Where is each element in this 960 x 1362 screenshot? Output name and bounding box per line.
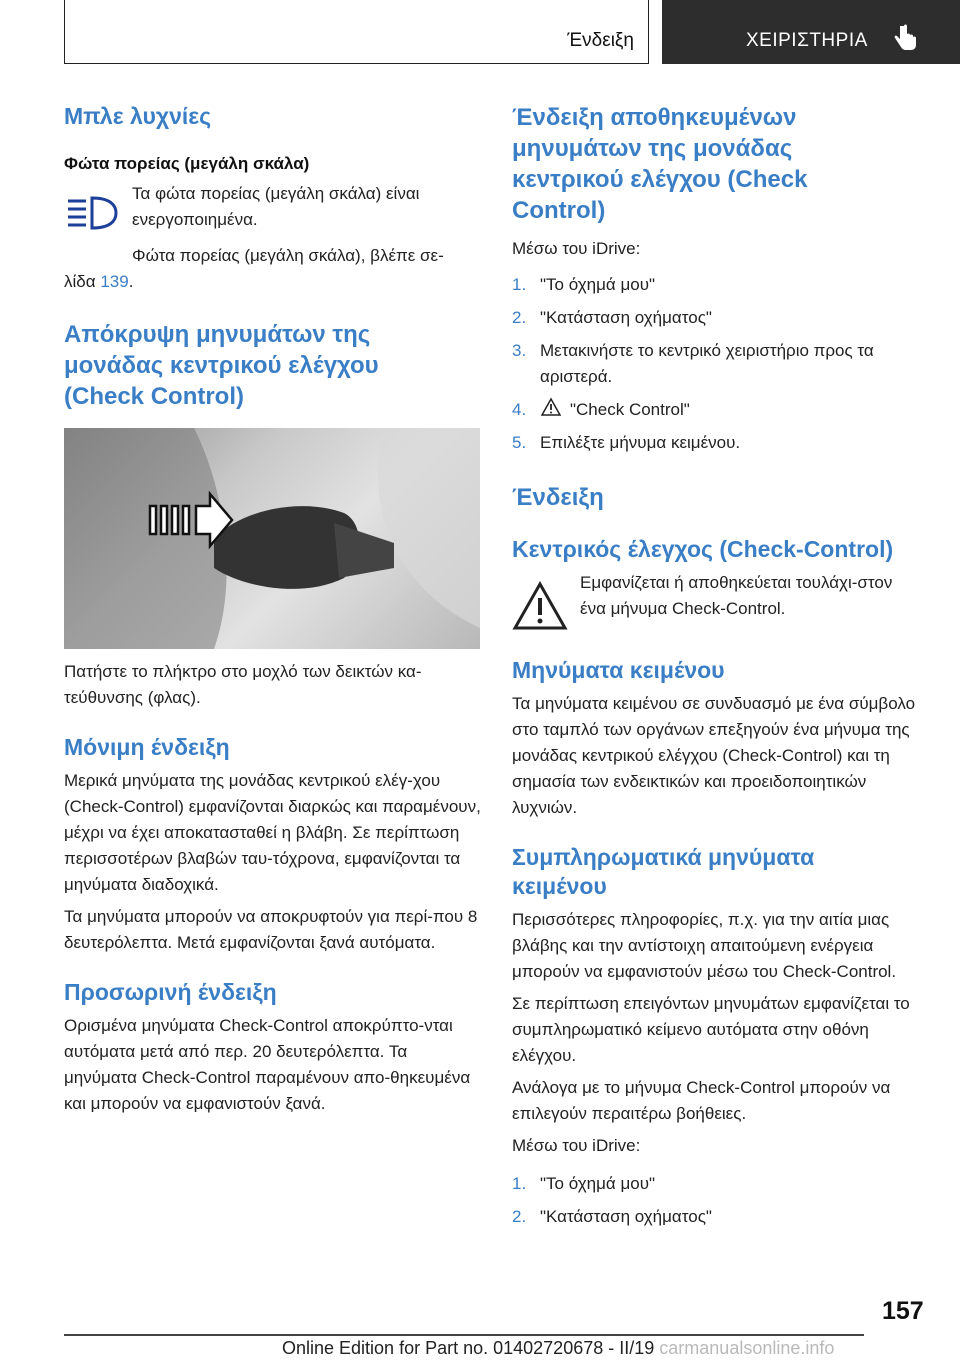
step-text: Μετακινήστε το κεντρικό χειριστήριο προς τα αριστερά. (540, 341, 874, 386)
heading-permanent: Μόνιμη ένδειξη (64, 734, 230, 760)
footer-watermark: carmanualsonline.info (659, 1338, 835, 1358)
step-text: "Το όχημά μου" (540, 1174, 656, 1193)
list-item (512, 272, 930, 298)
text-messages-text: Τα μηνύματα κειμένου σε συνδυασμό με ένα σύμβολο στο ταμπλό των οργάνων επεξηγούν ένα μήνυμα της μονάδας κεντρικού ελέγχου (Check-Control) και τη σημασία των ενδεικτικών και προειδοποιητικών λυχνιών. (512, 694, 916, 817)
steps-list-2 (512, 1171, 930, 1230)
header-section-box (64, 0, 649, 64)
header-section-title: Ένδειξη (567, 30, 634, 51)
high-beam-text: Τα φώτα πορείας (μεγάλη σκάλα) είναι ενεργοποιημένα. (132, 184, 420, 229)
step-text: "Κατάσταση οχήματος" (540, 308, 712, 327)
list-item (512, 397, 930, 423)
step-number: 2. (512, 1207, 527, 1226)
left-column (64, 100, 482, 1117)
footer-divider (64, 1334, 864, 1336)
high-beam-ref-page-link[interactable]: 139 (100, 272, 129, 291)
permanent-text: Μερικά μηνύματα της μονάδας κεντρικού ελέγ-χου (Check-Control) εμφανίζονται διαρκώς και παραμένουν, μέχρι να έχει αποκατασταθεί η βλάβη. Σε περίπτωση περισσοτέρων βλαβών ταυ-τόχρονα, εμφανίζονται τα μηνύματα διαδοχικά. (64, 771, 481, 894)
warning-small-icon (540, 397, 562, 417)
heading-blue-lights: Μπλε λυχνίες (64, 103, 212, 129)
list-item (512, 430, 930, 456)
right-column (512, 100, 930, 1230)
hand-pointer-icon (893, 24, 919, 52)
footer-edition (282, 1338, 834, 1359)
step-number: 5. (512, 433, 527, 452)
header-chapter-box (662, 0, 960, 64)
high-beam-ref-text: Φώτα πορείας (μεγάλη σκάλα), βλέπε σε- (132, 246, 444, 265)
step-number: 2. (512, 308, 527, 327)
step-text: Επιλέξτε μήνυμα κειμένου. (540, 433, 741, 452)
list-item (512, 1171, 930, 1197)
footer-edition-text: Online Edition for Part no. 01402720678 - II/19 (282, 1338, 655, 1358)
heading-hide-messages: Απόκρυψη μηνυμάτων της μονάδας κεντρικού ελέγχου (Check Control) (64, 321, 379, 410)
high-beam-block (64, 184, 482, 243)
heading-display: Ένδειξη (512, 484, 604, 511)
high-beam-ref-line2: λίδα 139. (64, 272, 134, 291)
supplementary-text-3: Ανάλογα με το μήνυμα Check-Control μπορούν να επιλεγούν περαιτέρω βοήθειες. (512, 1078, 891, 1123)
supplementary-text-1: Περισσότερες πληροφορίες, π.χ. για την αιτία μιας βλάβης και την αντίστοιχη απαιτούμενη ενέργεια μπορούν να εμφανιστούν μέσω του Check-Control. (512, 910, 897, 981)
header-chapter-title: ΧΕΙΡΙΣΤΗΡΙΑ (746, 30, 868, 51)
high-beam-ref-text2: λίδα (64, 272, 96, 291)
heading-temporary: Προσωρινή ένδειξη (64, 979, 277, 1005)
permanent-text-2: Τα μηνύματα μπορούν να αποκρυφτούν για περί-που 8 δευτερόλεπτα. Μετά εμφανίζονται ξανά αυτόματα. (64, 907, 478, 952)
step-number: 4. (512, 400, 527, 419)
step-number: 3. (512, 341, 527, 360)
via-idrive-2: Μέσω του iDrive: (512, 1136, 641, 1155)
warning-triangle-icon (512, 580, 568, 632)
turn-signal-stalk-photo (64, 428, 480, 649)
high-beam-icon (64, 195, 120, 235)
step-number: 1. (512, 275, 527, 294)
photo-caption: Πατήστε το πλήκτρο στο μοχλό των δεικτών κα-τεύθυνσης (φλας). (64, 662, 422, 707)
heading-text-messages: Μηνύματα κειμένου (512, 657, 725, 683)
steps-list (512, 272, 930, 456)
step-text: "Check Control" (570, 400, 690, 419)
check-control-text: Εμφανίζεται ή αποθηκεύεται τουλάχι-στον ένα μήνυμα Check-Control. (580, 573, 893, 618)
list-item (512, 338, 930, 390)
check-control-block (512, 574, 930, 640)
list-item (512, 305, 930, 331)
step-text: "Κατάσταση οχήματος" (540, 1207, 712, 1226)
supplementary-text-2: Σε περίπτωση επειγόντων μηνυμάτων εμφανίζεται το συμπληρωματικό κείμενο αυτόματα στην οθόνη ελέγχου. (512, 994, 910, 1065)
page-number: 157 (882, 1297, 924, 1325)
heading-check-control: Κεντρικός έλεγχος (Check-Control) (512, 536, 894, 562)
stalk-illustration (64, 428, 480, 649)
subheading-high-beam: Φώτα πορείας (μεγάλη σκάλα) (64, 154, 310, 173)
high-beam-ref (64, 243, 482, 269)
step-text: "Το όχημά μου" (540, 275, 656, 294)
list-item (512, 1204, 930, 1230)
step-number: 1. (512, 1174, 527, 1193)
heading-supplementary: Συμπληρωματικά μηνύματα κειμένου (512, 844, 815, 899)
via-idrive: Μέσω του iDrive: (512, 239, 641, 258)
temporary-text: Ορισμένα μηνύματα Check-Control αποκρύπτο-νται αυτόματα μετά από περ. 20 δευτερόλεπτα. Τα μηνύματα Check-Control παραμένουν απο-θηκευμένα και μπορούν να εμφανιστούν ξανά. (64, 1016, 471, 1113)
heading-stored-messages: Ένδειξη αποθηκευμένων μηνυμάτων της μονάδας κεντρικού ελέγχου (Check Control) (512, 104, 808, 224)
